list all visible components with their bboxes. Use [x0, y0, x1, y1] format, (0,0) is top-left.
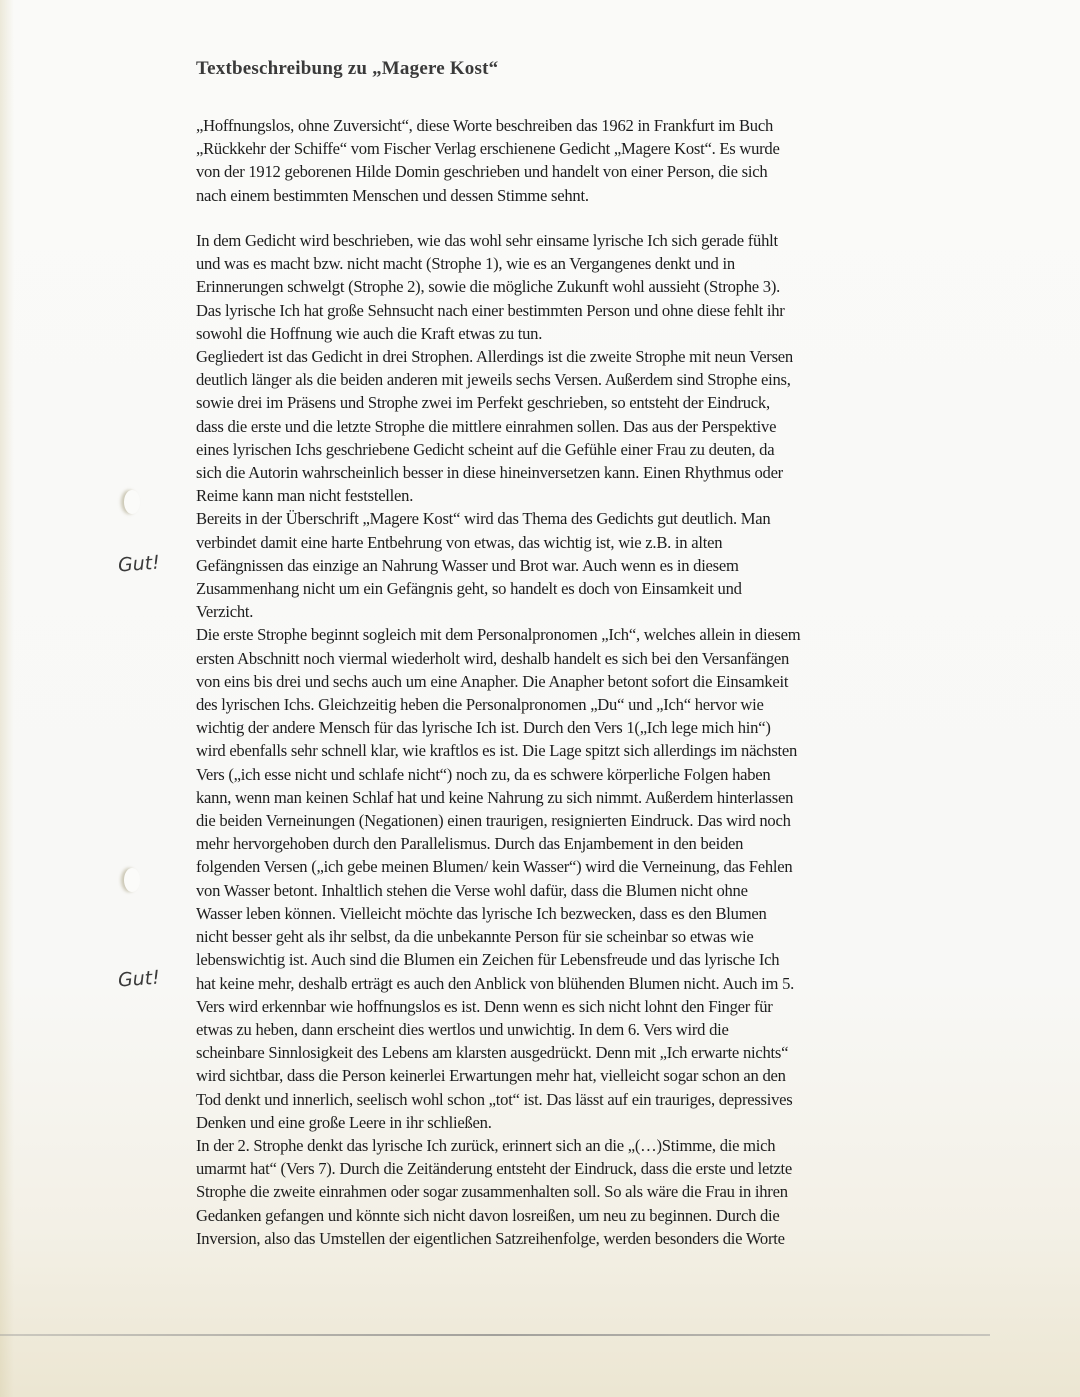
text-line: deutlich länger als die beiden anderen mit jeweils sechs Versen. Außerdem sind Strophe eins, [196, 370, 791, 390]
text-line: Bereits in der Überschrift „Magere Kost“ wird das Thema des Gedichts gut deutlich. Man [196, 509, 771, 529]
text-line: Strophe die zweite einrahmen oder sogar zusammenhalten soll. So als wäre die Frau in ihren [196, 1182, 788, 1202]
text-line: scheinbare Sinnlosigkeit des Lebens am klarsten ausgedrückt. Denn mit „Ich erwarte nichts“ [196, 1043, 789, 1063]
text-line: verbindet damit eine harte Entbehrung von etwas, das wichtig ist, wie z.B. in alten [196, 532, 723, 552]
text-line: und was es macht bzw. nicht macht (Strophe 1), wie es an Vergangenes denkt und in [196, 254, 735, 274]
margin-note-gut: Gut! [117, 551, 161, 577]
text-line: Zusammenhang nicht um ein Gefängnis geht, so handelt es doch von Einsamkeit und [196, 579, 742, 599]
text-line: etwas zu heben, dann erscheint dies wertlos und unwichtig. In dem 6. Vers wird die [196, 1019, 729, 1039]
text-line: Erinnerungen schwelgt (Strophe 2), sowie die mögliche Zukunft wohl aussieht (Strophe 3). [196, 277, 781, 297]
text-line: „Hoffnungslos, ohne Zuversicht“, diese Worte beschreiben das 1962 in Frankfurt im Buch [196, 116, 774, 135]
intro-paragraph [196, 114, 780, 207]
punch-hole [124, 868, 140, 892]
text-line: umarmt hat“ (Vers 7). Durch die Zeitänderung entsteht der Eindruck, dass die erste und letzte [196, 1159, 793, 1179]
text-line: wird ebenfalls sehr schnell klar, wie kraftlos es ist. Die Lage spitzt sich allerdings im nächsten [196, 741, 798, 761]
text-line: lebenswichtig ist. Auch sind die Blumen ein Zeichen für Lebensfreude und das lyrische Ich [196, 950, 780, 970]
text-line: sich die Autorin wahrscheinlich besser in diese hineinversetzen kann. Einen Rhythmus oder [196, 463, 783, 483]
text-line: von eins bis drei und sechs auch um eine Anapher. Die Anapher betont sofort die Einsamkeit [196, 671, 789, 691]
text-line: ersten Abschnitt noch viermal wiederholt wird, deshalb handelt es sich bei den Versanfängen [196, 648, 790, 668]
text-line: Gedanken gefangen und könnte sich nicht davon losreißen, um neu zu beginnen. Durch die [196, 1205, 780, 1225]
page-edge-shadow [0, 0, 14, 1397]
text-line: des lyrischen Ichs. Gleichzeitig heben die Personalpronomen „Du“ und „Ich“ hervor wie [196, 695, 764, 715]
text-line: In der 2. Strophe denkt das lyrische Ich zurück, erinnert sich an die „(…)Stimme, die mich [196, 1135, 776, 1155]
text-line: Tod denkt und innerlich, seelisch wohl schon „tot“ ist. Das lässt auf ein trauriges, depressives [196, 1089, 793, 1109]
text-line: eines lyrischen Ichs geschriebene Gedicht scheint auf die Gefühle einer Frau zu deuten, da [196, 439, 775, 459]
text-line: hat keine mehr, deshalb erträgt es auch den Anblick von blühenden Blumen nicht. Auch im 5. [196, 973, 795, 993]
text-line: kann, wenn man keinen Schlaf hat und keine Nahrung zu sich nimmt. Außerdem hinterlassen [196, 787, 794, 807]
text-line: Denken und eine große Leere in ihr schließen. [196, 1112, 492, 1132]
text-line: „Rückkehr der Schiffe“ vom Fischer Verlag erschienene Gedicht „Magere Kost“. Es wurde [196, 139, 780, 159]
text-line: Gefängnissen das einzige an Nahrung Wasser und Brot war. Auch wenn es in diesem [196, 555, 739, 575]
text-line: von Wasser betont. Inhaltlich stehen die Verse wohl dafür, dass die Blumen nicht ohne [196, 880, 748, 900]
text-line: die beiden Verneinungen (Negationen) einen traurigen, resignierten Eindruck. Das wird noch [196, 811, 791, 831]
text-line: von der 1912 geborenen Hilde Domin geschrieben und handelt von einer Person, die sich [196, 162, 768, 182]
text-line: dass die erste und die letzte Strophe die mittlere einrahmen sollen. Das aus der Perspektive [196, 416, 777, 436]
text-line: folgenden Versen („ich gebe meinen Blumen/ kein Wasser“) wird die Verneinung, das Fehlen [196, 857, 793, 877]
text-line: nicht besser geht als ihr selbst, da die unbekannte Person für sie scheinbar so etwas wie [196, 927, 754, 947]
text-line: Die erste Strophe beginnt sogleich mit dem Personalpronomen „Ich“, welches allein in diesem [196, 625, 801, 645]
punch-hole [124, 490, 140, 514]
text-line: wichtig der andere Mensch für das lyrische Ich ist. Durch den Vers 1(„Ich lege mich hin“) [196, 718, 771, 738]
analysis-paragraph [196, 229, 800, 1250]
margin-note-gut: Gut! [117, 966, 161, 992]
text-line: mehr hervorgehoben durch den Parallelismus. Durch das Enjambement in den beiden [196, 834, 744, 854]
text-line: Gegliedert ist das Gedicht in drei Strophen. Allerdings ist die zweite Strophe mit neun Versen [196, 347, 793, 367]
page-fold-line [0, 1334, 990, 1336]
document-title: Textbeschreibung zu „Magere Kost“ [196, 58, 499, 79]
text-line: Vers („ich esse nicht und schlafe nicht“) noch zu, da es schwere körperliche Folgen haben [196, 764, 771, 784]
text-line: Das lyrische Ich hat große Sehnsucht nach einer bestimmten Person und ohne diese fehlt ihr [196, 300, 785, 320]
text-line: wird sichtbar, dass die Person keinerlei Erwartungen mehr hat, vielleicht sogar schon an den [196, 1066, 786, 1086]
text-line: Inversion, also das Umstellen der eigentlichen Satzreihenfolge, werden besonders die Worte [196, 1228, 785, 1248]
text-line: Wasser leben können. Vielleicht möchte das lyrische Ich bezwecken, dass es den Blumen [196, 903, 767, 923]
text-line: Verzicht. [196, 602, 254, 622]
text-line: Reime kann man nicht feststellen. [196, 486, 414, 506]
text-line: nach einem bestimmten Menschen und dessen Stimme sehnt. [196, 185, 589, 205]
text-line: In dem Gedicht wird beschrieben, wie das wohl sehr einsame lyrische Ich sich gerade fühlt [196, 231, 778, 250]
text-line: Vers wird erkennbar wie hoffnungslos es ist. Denn wenn es sich nicht lohnt den Finger für [196, 996, 773, 1016]
text-line: sowie drei im Präsens und Strophe zwei im Perfekt geschrieben, so entsteht der Eindruck, [196, 393, 770, 413]
text-line: sowohl die Hoffnung wie auch die Kraft etwas zu tun. [196, 323, 543, 343]
